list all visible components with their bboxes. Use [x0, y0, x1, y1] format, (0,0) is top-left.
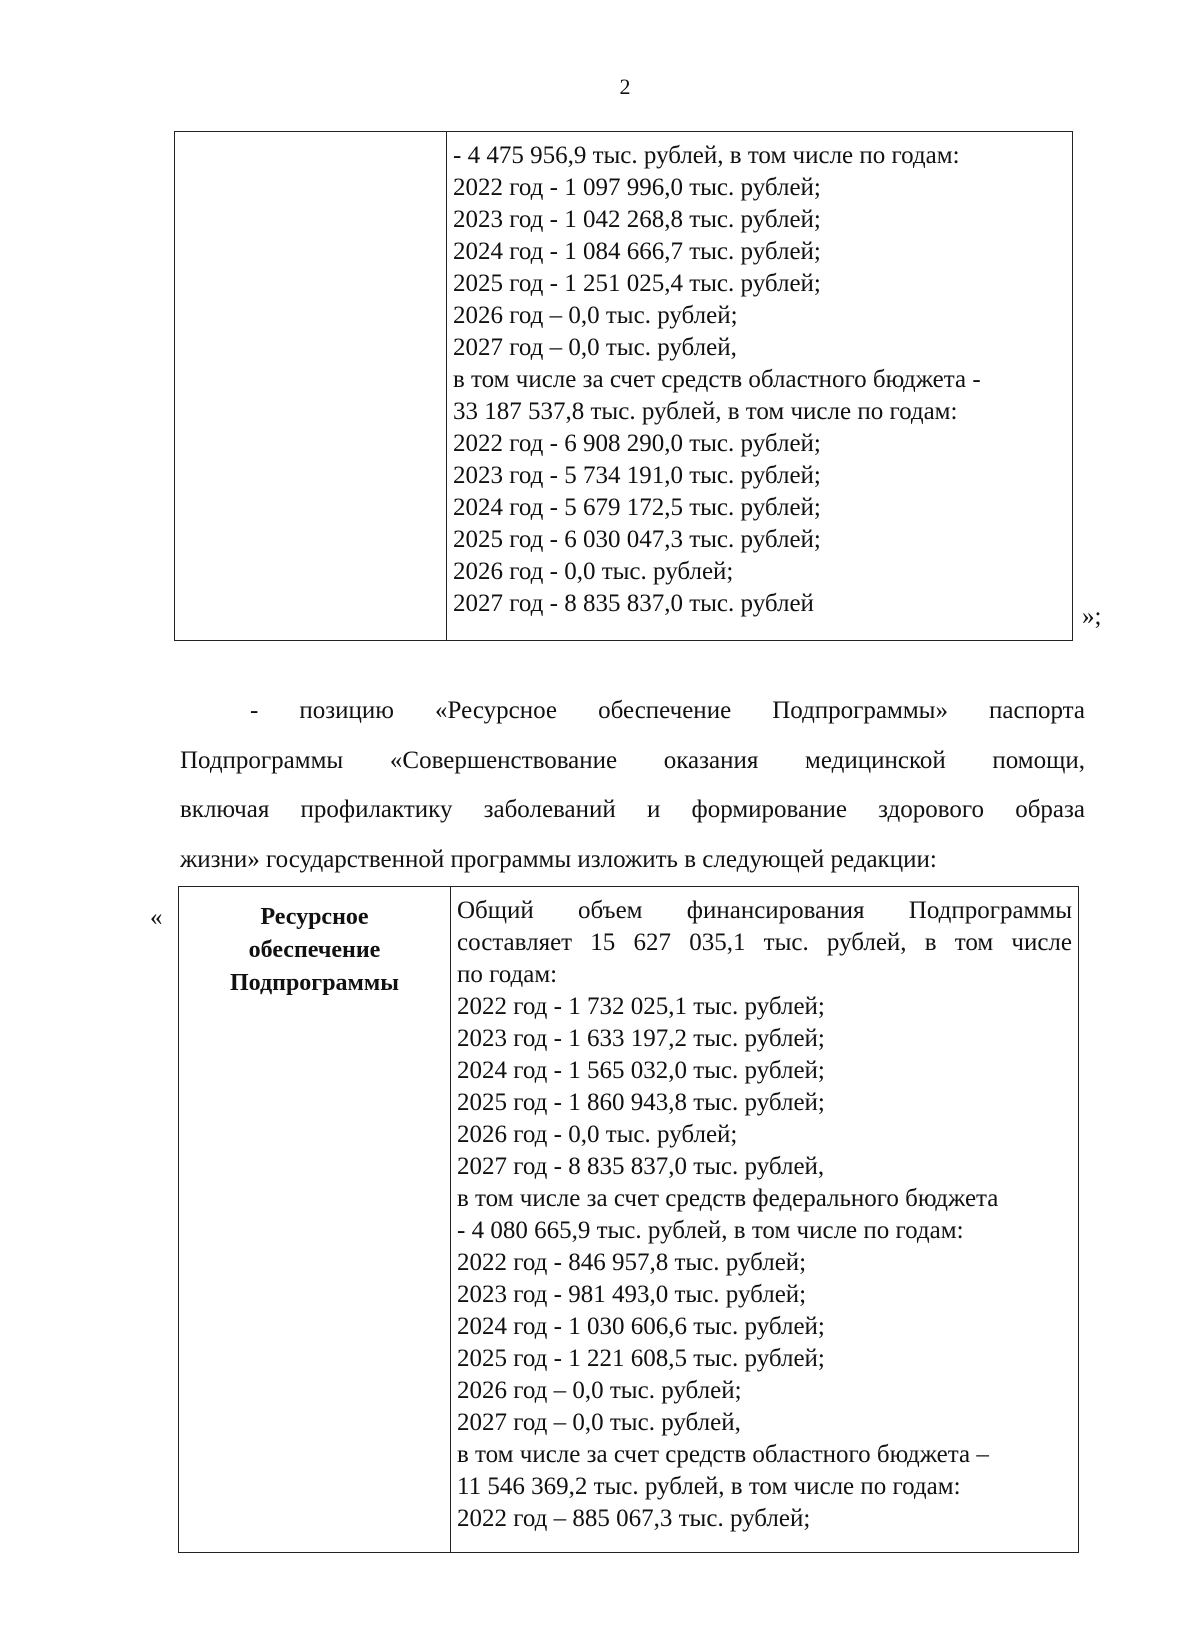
paragraph-line: - позицию «Ресурсное обеспечение Подпрограммы» паспорта	[250, 697, 1085, 724]
funding-line: 2025 год - 1 221 608,5 тыс. рублей;	[457, 1345, 825, 1372]
funding-line: 2023 год - 1 633 197,2 тыс. рублей;	[457, 1025, 825, 1052]
resource-header-cell	[179, 887, 451, 1553]
funding-line: 2022 год - 6 908 290,0 тыс. рублей;	[453, 430, 821, 457]
paragraph-line: Подпрограммы «Совершенствование оказания медицинской помощи,	[180, 746, 1085, 774]
resource-provision-table	[178, 886, 1079, 1553]
funding-line: 2026 год - 0,0 тыс. рублей;	[457, 1121, 738, 1148]
header-line: Ресурсное	[260, 904, 369, 930]
header-line: обеспечение	[248, 937, 381, 963]
header-line: Подпрограммы	[230, 970, 399, 996]
left-cell-empty	[175, 132, 447, 641]
funding-line: 2024 год - 1 565 032,0 тыс. рублей;	[457, 1057, 825, 1084]
funding-details-cell	[447, 132, 1073, 641]
funding-line: 2022 год - 846 957,8 тыс. рублей;	[457, 1249, 807, 1276]
funding-line: 11 546 369,2 тыс. рублей, в том числе по годам:	[457, 1473, 961, 1500]
funding-line: - 4 475 956,9 тыс. рублей, в том числе по годам:	[453, 142, 960, 169]
funding-line: 2026 год – 0,0 тыс. рублей;	[453, 302, 738, 329]
funding-line: Общий объем финансирования Подпрограммы	[457, 897, 1072, 924]
funding-line: 2026 год – 0,0 тыс. рублей;	[457, 1377, 742, 1404]
funding-line: 2027 год - 8 835 837,0 тыс. рублей,	[457, 1153, 825, 1180]
funding-line: 33 187 537,8 тыс. рублей, в том числе по годам:	[453, 398, 958, 425]
paragraph-line: включая профилактику заболеваний и формирование здорового образа	[180, 796, 1085, 823]
opening-quote-mark: «	[150, 904, 163, 931]
funding-line: в том числе за счет средств областного бюджета –	[457, 1441, 989, 1468]
funding-line: по годам:	[457, 961, 558, 988]
funding-line: 2022 год - 1 097 996,0 тыс. рублей;	[453, 174, 821, 201]
table-row	[179, 887, 1079, 1553]
funding-line: 2024 год - 5 679 172,5 тыс. рублей;	[453, 494, 821, 521]
funding-line: 2022 год – 885 067,3 тыс. рублей;	[457, 1505, 811, 1532]
funding-line: составляет 15 627 035,1 тыс. рублей, в том числе	[457, 929, 1072, 956]
funding-line: 2025 год - 6 030 047,3 тыс. рублей;	[453, 526, 821, 553]
funding-line: 2025 год - 1 251 025,4 тыс. рублей;	[453, 270, 821, 297]
amendment-paragraph	[180, 686, 1085, 884]
table-row	[175, 132, 1073, 641]
funding-line: 2026 год - 0,0 тыс. рублей;	[453, 558, 734, 585]
funding-details-cell	[451, 887, 1079, 1553]
closing-quote-mark: »;	[1082, 603, 1102, 630]
funding-line: 2022 год - 1 732 025,1 тыс. рублей;	[457, 993, 825, 1020]
funding-table-continuation	[174, 131, 1073, 641]
funding-line: 2023 год - 5 734 191,0 тыс. рублей;	[453, 462, 821, 489]
funding-line: 2027 год – 0,0 тыс. рублей,	[457, 1409, 741, 1436]
funding-line: 2023 год - 981 493,0 тыс. рублей;	[457, 1281, 807, 1308]
funding-line: 2023 год - 1 042 268,8 тыс. рублей;	[453, 206, 821, 233]
funding-line: в том числе за счет средств областного бюджета -	[453, 366, 981, 393]
funding-line: 2024 год - 1 030 606,6 тыс. рублей;	[457, 1313, 825, 1340]
funding-line: 2027 год – 0,0 тыс. рублей,	[453, 334, 737, 361]
funding-line: 2027 год - 8 835 837,0 тыс. рублей	[453, 590, 814, 617]
page-number: 2	[619, 74, 631, 99]
funding-line: 2024 год - 1 084 666,7 тыс. рублей;	[453, 238, 821, 265]
funding-line: 2025 год - 1 860 943,8 тыс. рублей;	[457, 1089, 825, 1116]
funding-line: в том числе за счет средств федерального бюджета	[457, 1185, 999, 1212]
funding-line: - 4 080 665,9 тыс. рублей, в том числе по годам:	[457, 1217, 964, 1244]
paragraph-line: жизни» государственной программы изложить в следующей редакции:	[180, 845, 937, 873]
